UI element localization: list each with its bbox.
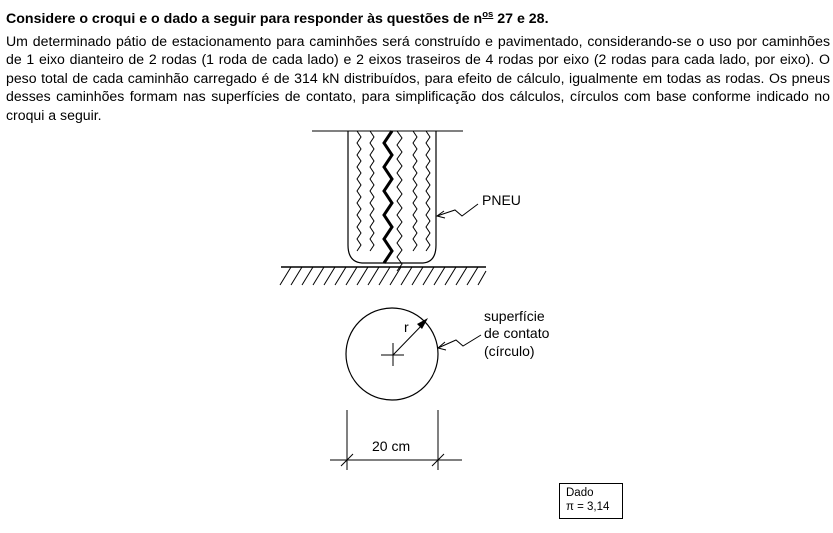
radius-label: r [404, 319, 409, 335]
heading-suffix: 27 e 28. [493, 11, 549, 27]
tire-label: PNEU [482, 192, 521, 208]
contact-label-3: (círculo) [484, 343, 535, 359]
given-data-box [559, 483, 623, 519]
problem-statement: Um determinado pátio de estacionamento para caminhões será construído e pavimentado, considerando-se o uso por caminhões de 1 eixo dianteiro de 2 rodas (1 roda de cada lado) e 2 eixos traseiros de 4 rodas por eixo (2 rodas para cada lado, por eixo). O peso total de cada caminhão carregado é de 314 kN distribuídos, para efeito de cálculo, igualmente em todas as rodas. Os pneus desses caminhões formam nas superfícies de contato, para simplificação dos cálculos, círculos com base conforme indicado no croqui a seguir. [6, 33, 830, 123]
contact-label-1: superfície [484, 308, 545, 324]
given-value: π = 3,14 [566, 501, 610, 513]
given-title: Dado [566, 487, 594, 499]
dimension-label: 20 cm [372, 438, 411, 454]
contact-leader-line [438, 335, 481, 348]
heading-superscript: os [482, 9, 494, 20]
ground-hatching [280, 267, 486, 285]
contact-label-2: de contato [484, 325, 550, 341]
tire-leader-line [437, 204, 478, 216]
heading-prefix: Considere o croqui e o dado a seguir para responder às questões de n [6, 11, 483, 27]
tire-tread [357, 131, 430, 271]
